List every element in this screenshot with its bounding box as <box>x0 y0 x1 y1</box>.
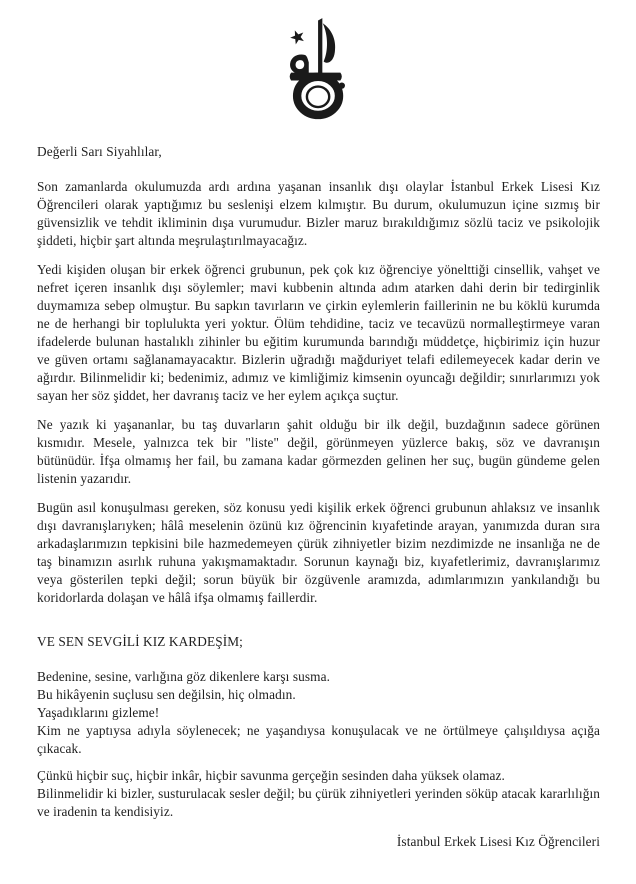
closing-line-2: Bilinmelidir ki bizler, susturulacak sesler değil; bu çürük zihniyetleri yerinden söküp atacak kararlılığın ve iradenin ta kendisiyiz. <box>37 786 600 819</box>
school-emblem-icon <box>277 14 361 121</box>
closing-lines <box>37 767 600 821</box>
appeal-line-4: Kim ne yaptıysa adıyla söylenecek; ne yaşandıysa konuşulacak ve ne örtülmeye çalışıldıysa açığa çıkacak. <box>37 723 600 756</box>
star-icon <box>288 28 306 46</box>
appeal-lines <box>37 668 600 758</box>
paragraph-3: Ne yazık ki yaşananlar, bu taş duvarların şahit olduğu bir ilk değil, buzdağının sadece görünen kısmıdır. Mesele, yalnızca tek bir "liste" değil, görünmeyen yüzlerce bakış, söz ve davranışın bütünüdür. İfşa olmamış her fail, bu zamana kadar görmezden gelinen her suç, bugün gündeme gelen listenin yazarıdır. <box>37 417 600 486</box>
signature: İstanbul Erkek Lisesi Kız Öğrencileri <box>396 834 600 849</box>
closing-line-1: Çünkü hiçbir suç, hiçbir inkâr, hiçbir savunma gerçeğin sesinden daha yüksek olamaz. <box>37 768 505 783</box>
appeal-line-2: Bu hikâyenin suçlusu sen değilsin, hiç olmadın. <box>37 687 296 702</box>
school-logo <box>37 14 600 123</box>
appeal-line-1: Bedenine, sesine, varlığına göz dikenlere karşı susma. <box>37 669 331 684</box>
letter-body <box>37 143 600 851</box>
paragraph-1: Son zamanlarda okulumuzda ardı ardına yaşanan insanlık dışı olaylar İstanbul Erkek Lisesi Kız Öğrencileri olarak yaptığımız bu seslenişi elzem kılmıştır. Bu durum, okulumuzun içine sızmış bir güvensizlik ve tehdit ikliminin dışa vurumudur. Bizler maruz bırakıldığımız sözlü taciz ve psikolojik şiddeti, hiçbir şart altında meşrulaştırılmayacağız. <box>37 179 600 248</box>
paragraph-2: Yedi kişiden oluşan bir erkek öğrenci grubunun, pek çok kız öğrenciye yönelttiği cinsellik, vahşet ve nefret içeren insanlık dışı söylemler; mavi kubbenin altında adım atarken dahi derin bir tedirginlik duymamıza sebep olmuştur. Bu sapkın tavırların ve çirkin eylemlerin faillerinin ne bu köklü kurumda ne de herhangi bir toplulukta yeri yoktur. Ölüm tehdidine, taciz ve tecavüzü normalleştirmeye varan ifadelerde bulunan hastalıklı zihinler bu eğitim kurumunda barındığı müddetçe, hiçbirimiz için huzur ve güven ortamı sağlanamayacaktır. Bizlerin uğradığı mağduriyet telafi edilemeyecek kadar derin ve ağırdır. Bilinmelidir ki; bedenimiz, adımız ve kimliğimiz kimsenin oyuncağı değildir; sınırlarımızı yok sayan her söz şiddet, her davranış taciz ve her eylem açıkça suçtur. <box>37 262 600 403</box>
greeting: Değerli Sarı Siyahlılar, <box>37 144 162 159</box>
section-heading: VE SEN SEVGİLİ KIZ KARDEŞİM; <box>37 634 243 649</box>
paragraph-4: Bugün asıl konuşulması gereken, söz konusu yedi kişilik erkek öğrenci grubunun ahlaksız ve insanlık dışı davranışlarıyken; hâlâ meselenin özünü kız öğrencinin kıyafetinde arayan, yanımızda duran sıra arkadaşlarımızın tepkisini bile hazmedemeyen çürük zihniyetler bizim nezdimizde ne insanlığa ne de taş binamızın asırlık ruhuna yakışmamaktadır. Sorunun kaynağı biz, kıyafetlerimiz, davranışlarımız veya gösterilen tepki değil; sorun büyük bir özgüvenle aramızda, adımlarımızın yankılandığı bu koridorlarda dolaşan ve hâlâ ifşa olmamış faillerdir. <box>37 500 600 605</box>
appeal-line-3: Yaşadıklarını gizleme! <box>37 705 160 720</box>
